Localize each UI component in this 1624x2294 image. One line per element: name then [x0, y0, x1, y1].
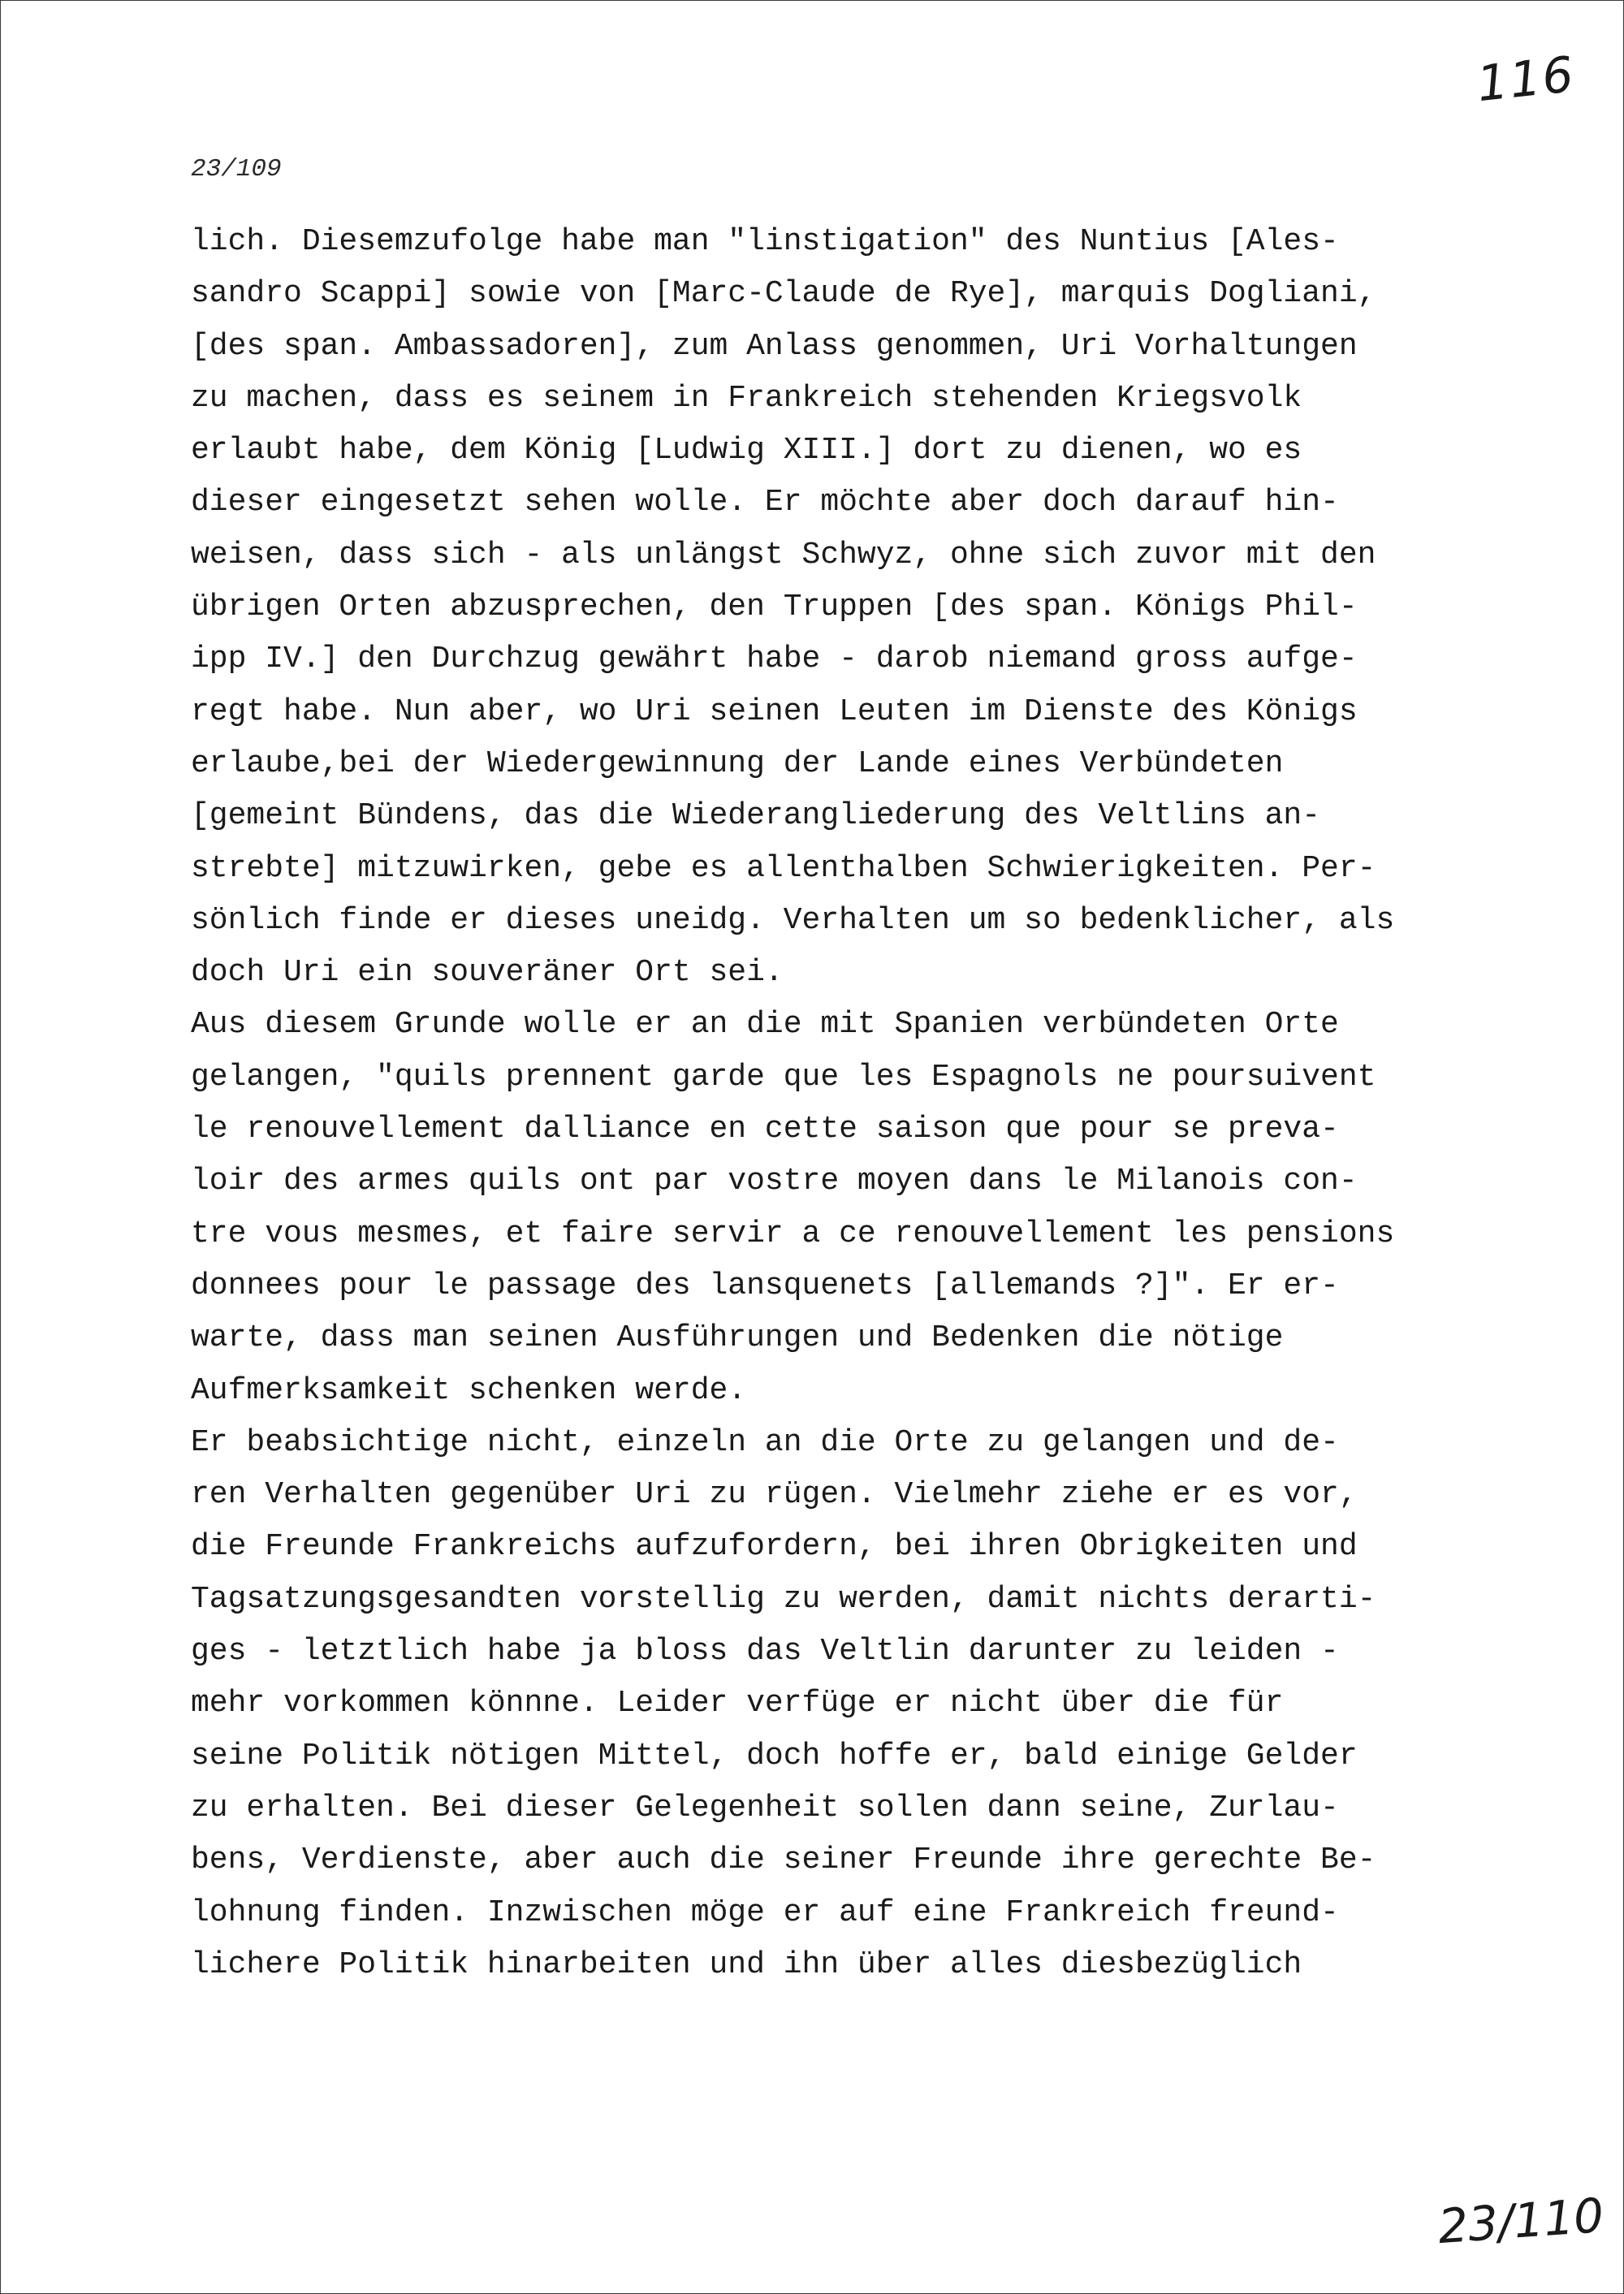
text-line: ipp IV.] den Durchzug gewährt habe - darob niemand gross aufge-	[191, 642, 1358, 677]
text-line: bens, Verdienste, aber auch die seiner Freunde ihre gerechte Be-	[191, 1843, 1376, 1878]
text-line: sönlich finde er dieses uneidg. Verhalten um so bedenklicher, als	[191, 902, 1395, 938]
text-line: erlaube,bei der Wiedergewinnung der Lande eines Verbündeten	[191, 745, 1284, 781]
text-line: doch Uri ein souveräner Ort sei.	[191, 955, 784, 991]
handwritten-page-number: 116	[1474, 45, 1578, 114]
text-line: le renouvellement dalliance en cette saison que pour se preva-	[191, 1112, 1339, 1147]
text-line: gelangen, "quils prennent garde que les Espagnols ne poursuivent	[191, 1059, 1376, 1095]
text-line: regt habe. Nun aber, wo Uri seinen Leuten im Dienste des Königs	[191, 693, 1358, 729]
text-line: Tagsatzungsgesandten vorstellig zu werden, damit nichts derarti-	[191, 1581, 1376, 1617]
text-line: weisen, dass sich - als unlängst Schwyz, ohne sich zuvor mit den	[191, 537, 1376, 572]
text-line: lohnung finden. Inzwischen möge er auf eine Frankreich freund-	[191, 1894, 1339, 1930]
text-line: donnees pour le passage des lansquenets [allemands ?]". Er er-	[191, 1268, 1339, 1303]
text-line: die Freunde Frankreichs aufzufordern, bei ihren Obrigkeiten und	[191, 1529, 1358, 1565]
text-line: [gemeint Bündens, das die Wiederangliederung des Veltlins an-	[191, 798, 1321, 834]
text-line: loir des armes quils ont par vostre moyen dans le Milanois con-	[191, 1164, 1358, 1199]
text-line: zu erhalten. Bei dieser Gelegenheit sollen dann seine, Zurlau-	[191, 1790, 1339, 1825]
body-text	[191, 216, 1531, 1991]
text-line: strebte] mitzuwirken, gebe es allenthalben Schwierigkeiten. Per-	[191, 850, 1376, 886]
text-line: lich. Diesemzufolge habe man "linstigation" des Nuntius [Ales-	[191, 224, 1339, 259]
text-line: ren Verhalten gegenüber Uri zu rügen. Vielmehr ziehe er es vor,	[191, 1477, 1358, 1513]
text-line: sandro Scappi] sowie von [Marc-Claude de Rye], marquis Dogliani,	[191, 276, 1376, 312]
text-line: ges - letztlich habe ja bloss das Veltlin darunter zu leiden -	[191, 1634, 1339, 1670]
text-line: [des span. Ambassadoren], zum Anlass genommen, Uri Vorhaltungen	[191, 328, 1358, 364]
text-line: zu machen, dass es seinem in Frankreich stehenden Kriegsvolk	[191, 380, 1302, 416]
text-line: erlaubt habe, dem König [Ludwig XIII.] dort zu dienen, wo es	[191, 433, 1302, 469]
text-line: übrigen Orten abzusprechen, den Truppen [des span. Königs Phil-	[191, 590, 1358, 625]
text-line: Er beabsichtige nicht, einzeln an die Orte zu gelangen und de-	[191, 1424, 1339, 1460]
text-line: seine Politik nötigen Mittel, doch hoffe er, bald einige Gelder	[191, 1738, 1358, 1773]
text-line: mehr vorkommen könnne. Leider verfüge er nicht über die für	[191, 1686, 1284, 1722]
text-line: dieser eingesetzt sehen wolle. Er möchte aber doch darauf hin-	[191, 485, 1339, 521]
text-line: warte, dass man seinen Ausführungen und Bedenken die nötige	[191, 1320, 1284, 1356]
text-line: Aus diesem Grunde wolle er an die mit Spanien verbündeten Orte	[191, 1007, 1339, 1043]
handwritten-footer-reference: 23/110	[1436, 2187, 1606, 2255]
reference-number: 23/109	[191, 155, 282, 184]
text-line: lichere Politik hinarbeiten und ihn über alles diesbezüglich	[191, 1946, 1302, 1982]
text-line: Aufmerksamkeit schenken werde.	[191, 1372, 747, 1408]
text-line: tre vous mesmes, et faire servir a ce renouvellement les pensions	[191, 1216, 1395, 1251]
